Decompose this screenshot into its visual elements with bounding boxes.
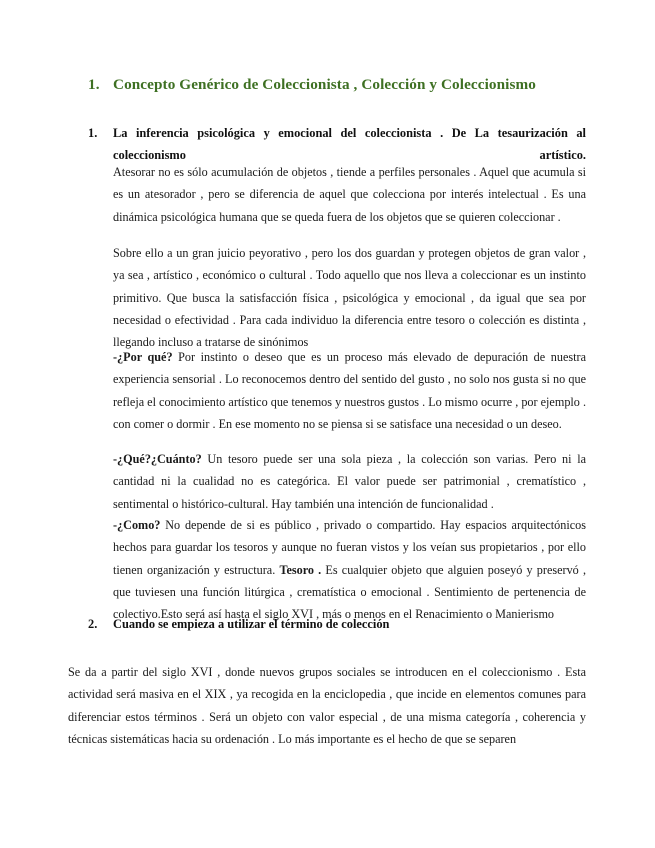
paragraph-que-cuanto-lead: -¿Qué?¿Cuánto? (113, 452, 202, 466)
page-title-number: 1. (88, 76, 100, 93)
paragraph-como-lead: -¿Como? (113, 518, 161, 532)
paragraph-como (113, 514, 586, 625)
page-title-text: Concepto Genérico de Coleccionista , Colección y Coleccionismo (113, 76, 536, 93)
paragraph-final: Se da a partir del siglo XVI , donde nuevos grupos sociales se introducen en el coleccionismo . Esta actividad será masiva en el XIX , ya recogida en la enciclopedia , que incide en elementos comunes para diferenciar estos términos . Será un objeto con valor especial , de una misma categoría , coherencia y técnicas sistemáticas hacia su ordenación . Lo más importante es el hecho de que se separen (68, 665, 586, 746)
paragraph-sobre-ello: Sobre ello a un gran juicio peyorativo , pero los dos guardan y protegen objetos de gran valor , ya sea , artístico , económico o cultural . Todo aquello que nos lleva a coleccionar es un instinto primitivo. Que busca la satisfacción física , psicológica y emocional , da igual que sea por necesidad o efectividad . Para cada individuo la diferencia entre tesoro o colección es distinta , llegando incluso a tratarse de sinónimos (113, 246, 586, 350)
section-heading-2 (88, 613, 586, 635)
section-heading-2-number: 2. (88, 617, 98, 631)
paragraph-que-cuanto (113, 448, 586, 515)
paragraph-atesorar: Atesorar no es sólo acumulación de objetos , tiende a perfiles personales . Aquel que acumula si es un atesorador , pero se diferencia de aquel que colecciona por interés intelectual . Es una dinámica psicológica humana que se queda fuera de los objetos que se quieren coleccionar . (113, 165, 586, 224)
section-heading-2-text: Cuando se empieza a utilizar el término de colección (113, 617, 390, 631)
section-heading-1-text: La inferencia psicológica y emocional del coleccionista . De La tesaurización al coleccionismo artístico. (113, 126, 586, 162)
paragraph-que-cuanto-body: Un tesoro puede ser una sola pieza , la colección son varias. Pero ni la cantidad ni la cualidad no es categórica. El valor puede ser patrimonial , crematístico , sentimental o histórico-cultural. Hay también una intención de funcionalidad . (113, 452, 586, 511)
paragraph-como-body-1: No depende de si es público , privado o compartido. Hay espacios arquitectónicos hechos para guardar los tesoros y aunque no fueran vistos y los veían sus propietarios , por ello tienen organización y estructura. (113, 518, 586, 577)
paragraph-por-que (113, 346, 586, 435)
section-heading-1-number: 1. (88, 126, 98, 140)
page-title (88, 76, 588, 94)
paragraph-por-que-body: Por instinto o deseo que es un proceso más elevado de depuración de nuestra experiencia sensorial . Lo reconocemos dentro del sentido del gusto , no solo nos gusta si no que refleja el conocimiento artístico que tenemos y nuestros gustos . Lo mismo ocurre , por ejemplo . con comer o dormir . En ese momento no se piensa si se satisface una necesidad o un deseo. (113, 350, 586, 431)
paragraph-por-que-lead: -¿Por qué? (113, 350, 173, 364)
paragraph-como-body-2: Es cualquier objeto que alguien poseyó y preservó , que tuviesen una función litúrgica , crematística o emocional . Sentimiento de pertenencia de colectivo.Esto será así hasta el siglo XVI , más o menos en el Renacimiento o Manierismo (113, 562, 586, 622)
paragraph-como-bold-tesoro: Tesoro . (279, 562, 322, 577)
